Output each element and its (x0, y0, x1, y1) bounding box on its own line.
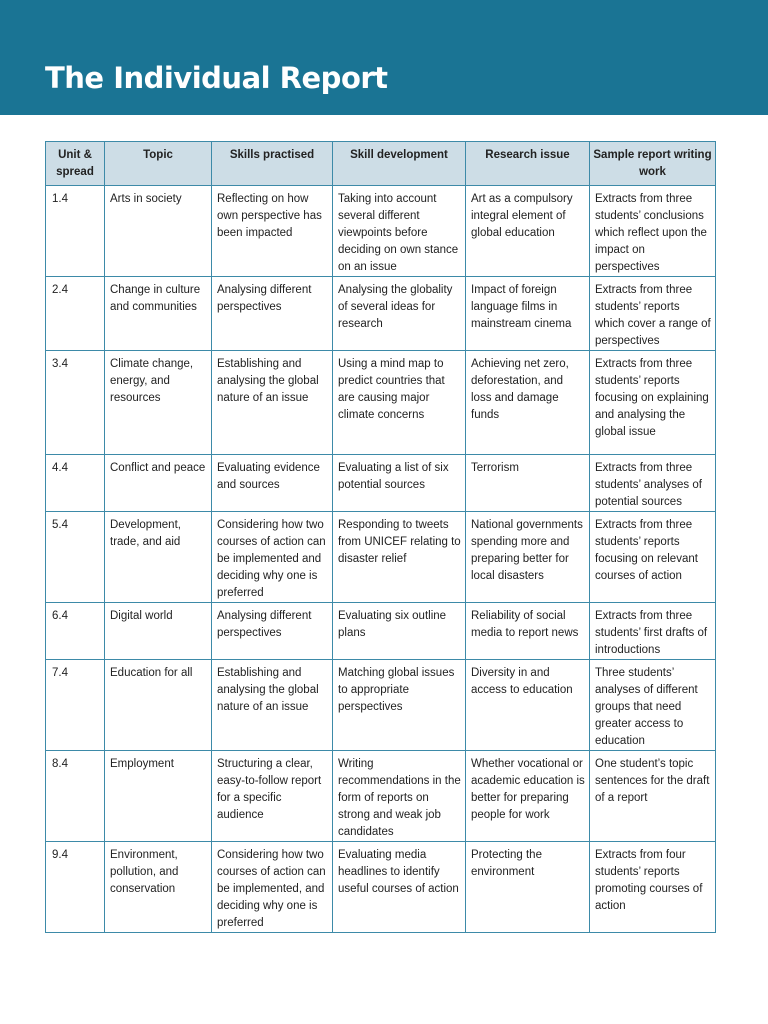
cell-research: Whether vocational or academic education is better for preparing people for work (466, 751, 590, 842)
cell-development: Taking into account several different viewpoints before deciding on own stance on an issue (333, 186, 466, 277)
cell-development: Using a mind map to predict countries that are causing major climate concerns (333, 351, 466, 455)
cell-unit: 5.4 (46, 512, 105, 603)
table-row (46, 277, 716, 351)
cell-research: Diversity in and access to education (466, 660, 590, 751)
table-row (46, 351, 716, 455)
cell-sample: Three students’ analyses of different groups that need greater access to education (590, 660, 716, 751)
cell-sample: Extracts from three students’ first drafts of introductions (590, 603, 716, 660)
table-row (46, 455, 716, 512)
header-sample-report-writing-work: Sample report writing work (590, 142, 716, 186)
cell-topic: Climate change, energy, and resources (105, 351, 212, 455)
title-banner (0, 0, 768, 115)
cell-unit: 4.4 (46, 455, 105, 512)
cell-topic: Development, trade, and aid (105, 512, 212, 603)
cell-research: Terrorism (466, 455, 590, 512)
cell-skills: Analysing different perspectives (212, 277, 333, 351)
cell-skills: Considering how two courses of action can be implemented, and deciding why one is preferred (212, 842, 333, 933)
cell-unit: 6.4 (46, 603, 105, 660)
table-header-row (46, 142, 716, 186)
page-title: The Individual Report (45, 61, 388, 95)
header-unit-spread: Unit & spread (46, 142, 105, 186)
cell-sample: Extracts from three students’ analyses of potential sources (590, 455, 716, 512)
cell-development: Analysing the globality of several ideas for research (333, 277, 466, 351)
cell-skills: Structuring a clear, easy-to-follow report for a specific audience (212, 751, 333, 842)
cell-topic: Environment, pollution, and conservation (105, 842, 212, 933)
cell-topic: Arts in society (105, 186, 212, 277)
table-row (46, 751, 716, 842)
cell-sample: Extracts from three students’ reports focusing on relevant courses of action (590, 512, 716, 603)
cell-unit: 3.4 (46, 351, 105, 455)
cell-development: Matching global issues to appropriate perspectives (333, 660, 466, 751)
cell-sample: One student’s topic sentences for the draft of a report (590, 751, 716, 842)
table-row (46, 512, 716, 603)
cell-skills: Reflecting on how own perspective has been impacted (212, 186, 333, 277)
cell-topic: Change in culture and communities (105, 277, 212, 351)
cell-research: Achieving net zero, deforestation, and loss and damage funds (466, 351, 590, 455)
cell-development: Evaluating media headlines to identify useful courses of action (333, 842, 466, 933)
cell-unit: 1.4 (46, 186, 105, 277)
cell-sample: Extracts from three students’ reports which cover a range of perspectives (590, 277, 716, 351)
cell-skills: Considering how two courses of action can be implemented and deciding why one is preferred (212, 512, 333, 603)
cell-development: Responding to tweets from UNICEF relating to disaster relief (333, 512, 466, 603)
cell-development: Writing recommendations in the form of reports on strong and weak job candidates (333, 751, 466, 842)
cell-topic: Education for all (105, 660, 212, 751)
cell-sample: Extracts from three students’ conclusions which reflect upon the impact on perspectives (590, 186, 716, 277)
cell-skills: Establishing and analysing the global nature of an issue (212, 351, 333, 455)
cell-skills: Analysing different perspectives (212, 603, 333, 660)
table-row (46, 842, 716, 933)
cell-sample: Extracts from four students’ reports promoting courses of action (590, 842, 716, 933)
table-row (46, 603, 716, 660)
table-row (46, 660, 716, 751)
cell-sample: Extracts from three students’ reports focusing on explaining and analysing the global issue (590, 351, 716, 455)
table-row (46, 186, 716, 277)
cell-unit: 2.4 (46, 277, 105, 351)
cell-research: Art as a compulsory integral element of global education (466, 186, 590, 277)
header-skills-practised: Skills practised (212, 142, 333, 186)
report-table (45, 141, 716, 933)
cell-unit: 8.4 (46, 751, 105, 842)
cell-unit: 7.4 (46, 660, 105, 751)
cell-research: Protecting the environment (466, 842, 590, 933)
cell-topic: Employment (105, 751, 212, 842)
cell-skills: Evaluating evidence and sources (212, 455, 333, 512)
cell-skills: Establishing and analysing the global nature of an issue (212, 660, 333, 751)
cell-development: Evaluating six outline plans (333, 603, 466, 660)
cell-research: Reliability of social media to report news (466, 603, 590, 660)
cell-topic: Conflict and peace (105, 455, 212, 512)
cell-development: Evaluating a list of six potential sources (333, 455, 466, 512)
header-research-issue: Research issue (466, 142, 590, 186)
header-topic: Topic (105, 142, 212, 186)
cell-unit: 9.4 (46, 842, 105, 933)
cell-research: National governments spending more and preparing better for local disasters (466, 512, 590, 603)
header-skill-development: Skill development (333, 142, 466, 186)
cell-topic: Digital world (105, 603, 212, 660)
cell-research: Impact of foreign language films in mainstream cinema (466, 277, 590, 351)
